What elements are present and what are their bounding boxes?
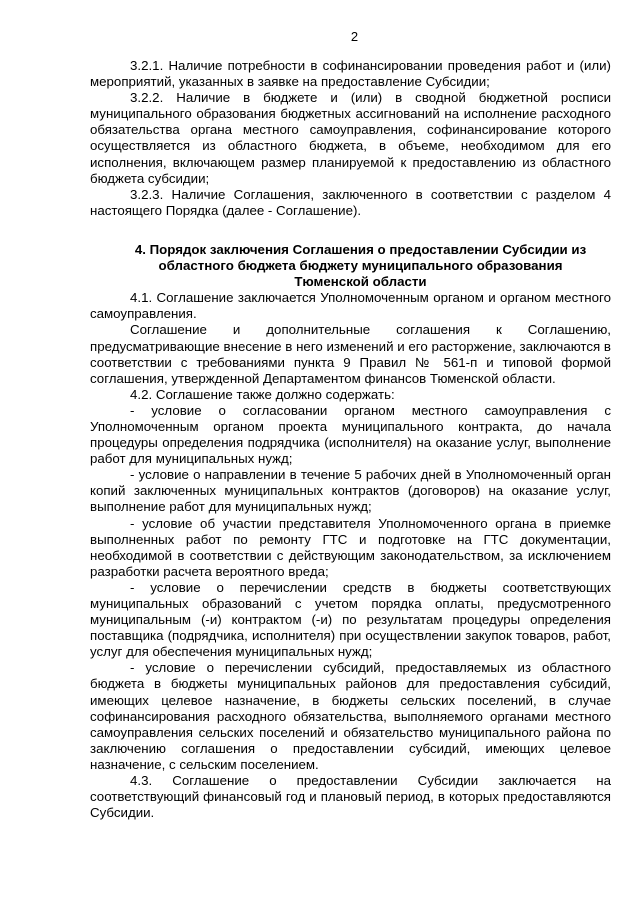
section-heading: 4. Порядок заключения Соглашения о предоставлении Субсидии из областного бюджета бюджету муниципального образования Тюменской области (134, 241, 587, 290)
paragraph-4-1: 4.1. Соглашение заключается Уполномоченным органом и органом местного самоуправления. (90, 290, 611, 322)
paragraph-3-2-2: 3.2.2. Наличие в бюджете и (или) в сводной бюджетной росписи муниципального образования бюджетных ассигнований на исполнение расходного обязательства органа местного самоуправления, софинансирование которого осуществляется из областного бюджета, в объеме, необходимом для его исполнения, включающем размер планируемой к предоставлению из областного бюджета субсидии; (90, 90, 611, 186)
paragraph-agreement-terms: Соглашение и дополнительные соглашения к Соглашению, предусматривающие внесение в него изменений и его расторжение, заключаются в соответствии с требованиями пункта 9 Правил № 561-п и типовой формой соглашения, утвержденной Департаментом финансов Тюменской области. (90, 322, 611, 386)
list-item-subsidy-transfer: - условие о перечислении субсидий, предоставляемых из областного бюджета в бюджеты муниципальных районов для предоставления субсидий, имеющих целевое назначение, в бюджеты сельских поселений, в случае софинансирования расходного обязательства, выполняемого органами местного самоуправления сельских поселений и обязательство муниципального района по заключению соглашения о предоставлении субсидий, имеющих целевое назначение, с сельским поселением. (90, 660, 611, 772)
list-item-acceptance-participation: - условие об участии представителя Уполномоченного органа в приемке выполненных работ по ремонту ГТС и подготовке на ГТС документации, необходимой в соответствии с действующим законодательством, за исключением разработки расчета вероятного вреда; (90, 515, 611, 579)
list-item-contract-copies: - условие о направлении в течение 5 рабочих дней в Уполномоченный орган копий заключенных муниципальных контрактов (договоров) на оказание услуг, выполнение работ для муниципальных нужд; (90, 467, 611, 515)
paragraph-3-2-3: 3.2.3. Наличие Соглашения, заключенного в соответствии с разделом 4 настоящего Порядка (далее - Соглашение). (90, 186, 611, 218)
list-item-contract-approval: - условие о согласовании органом местного самоуправления с Уполномоченным органом проекта муниципального контракта, до начала процедуры определения подрядчика (исполнителя) на оказание услуг, выполнение работ для муниципальных нужд; (90, 402, 611, 467)
page-number: 2 (350, 29, 359, 44)
paragraph-4-3: 4.3. Соглашение о предоставлении Субсидии заключается на соответствующий финансовый год и плановый период, в которых предоставляются Субсидии. (90, 773, 611, 821)
paragraph-4-2: 4.2. Соглашение также должно содержать: (130, 386, 395, 402)
paragraph-3-2-1: 3.2.1. Наличие потребности в софинансировании проведения работ и (или) мероприятий, указанных в заявке на предоставление Субсидии; (90, 58, 611, 90)
list-item-funds-transfer: - условие о перечислении средств в бюджеты соответствующих муниципальных образований с учетом порядка оплаты, предусмотренного муниципальным (-и) контрактом (-и) по результатам процедуры определения поставщика (подрядчика, исполнителя) при осуществлении закупок товаров, работ, услуг для обеспечения муниципальных нужд; (90, 579, 611, 660)
